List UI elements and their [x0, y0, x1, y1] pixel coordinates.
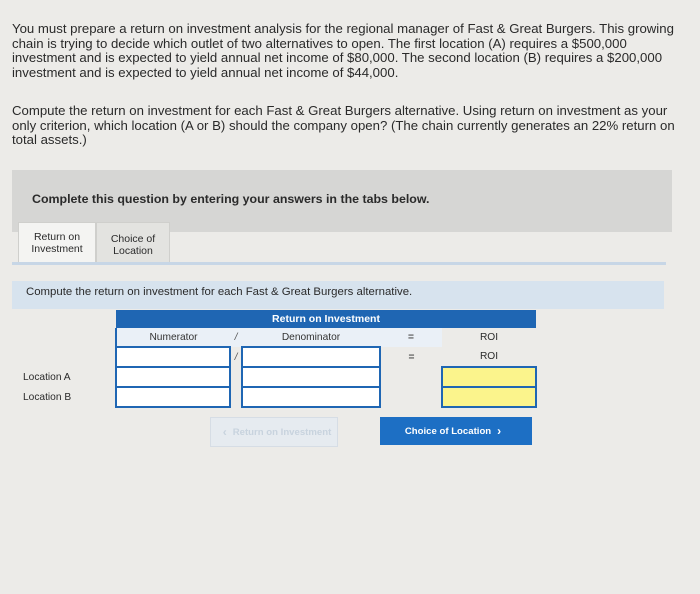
- header-denominator-input[interactable]: [242, 347, 380, 367]
- location-a-numerator-input[interactable]: [116, 367, 230, 387]
- table-row: [20, 387, 537, 407]
- divide-symbol: /: [234, 351, 238, 363]
- question-paragraph-1: You must prepare a return on investment analysis for the regional manager of Fast & Great Burgers. This growing chain is trying to decide which outlet of two alternatives to open. The first location (A) requires a $500,000 investment and is expected to yield annual net income of $80,000. The second location (B) requires a $200,000 investment and is expected to yield annual net income of $44,000.: [12, 21, 674, 80]
- instruction-text: Compute the return on investment for each Fast & Great Burgers alternative.: [26, 286, 413, 298]
- equals-symbol: =: [380, 328, 442, 347]
- prev-tab-button[interactable]: [210, 417, 338, 447]
- roi-table: [20, 310, 537, 408]
- table-row: [20, 367, 537, 387]
- tab-return-on-investment[interactable]: Return on Investment: [18, 222, 96, 263]
- denominator-header: Denominator: [242, 328, 380, 347]
- row-label-location-a: Location A: [20, 367, 116, 387]
- location-a-denominator-input[interactable]: [242, 367, 380, 387]
- question-paragraph-2: Compute the return on investment for each Fast & Great Burgers alternative. Using return on investment as your only criterion, which location (A or B) should the company open? (The chain currently generates an 22% return on total assets.): [12, 103, 675, 148]
- chevron-right-icon: ›: [497, 424, 502, 438]
- chevron-left-icon: ‹: [222, 425, 227, 439]
- header-numerator-input[interactable]: [116, 347, 230, 367]
- divide-symbol: /: [230, 328, 242, 347]
- equals-symbol: =: [408, 351, 415, 363]
- row-label-location-b: Location B: [20, 387, 116, 407]
- roi-header: ROI: [479, 351, 499, 362]
- prev-tab-label: Return on Investment: [232, 426, 332, 438]
- next-tab-button[interactable]: [380, 417, 532, 445]
- tab-instruction: [12, 281, 664, 309]
- location-b-numerator-input[interactable]: [116, 387, 230, 407]
- tab-underline: [12, 262, 666, 265]
- roi-header: ROI: [479, 332, 499, 343]
- tab-choice-of-location[interactable]: Choice of Location: [96, 222, 170, 264]
- banner-text: Complete this question by entering your answers in the tabs below.: [32, 192, 430, 206]
- table-title: Return on Investment: [116, 310, 536, 328]
- location-b-roi-input[interactable]: [442, 387, 536, 407]
- location-b-denominator-input[interactable]: [242, 387, 380, 407]
- location-a-roi-input[interactable]: [442, 367, 536, 387]
- numerator-header: Numerator: [116, 328, 230, 347]
- next-tab-label: Choice of Location: [404, 425, 492, 437]
